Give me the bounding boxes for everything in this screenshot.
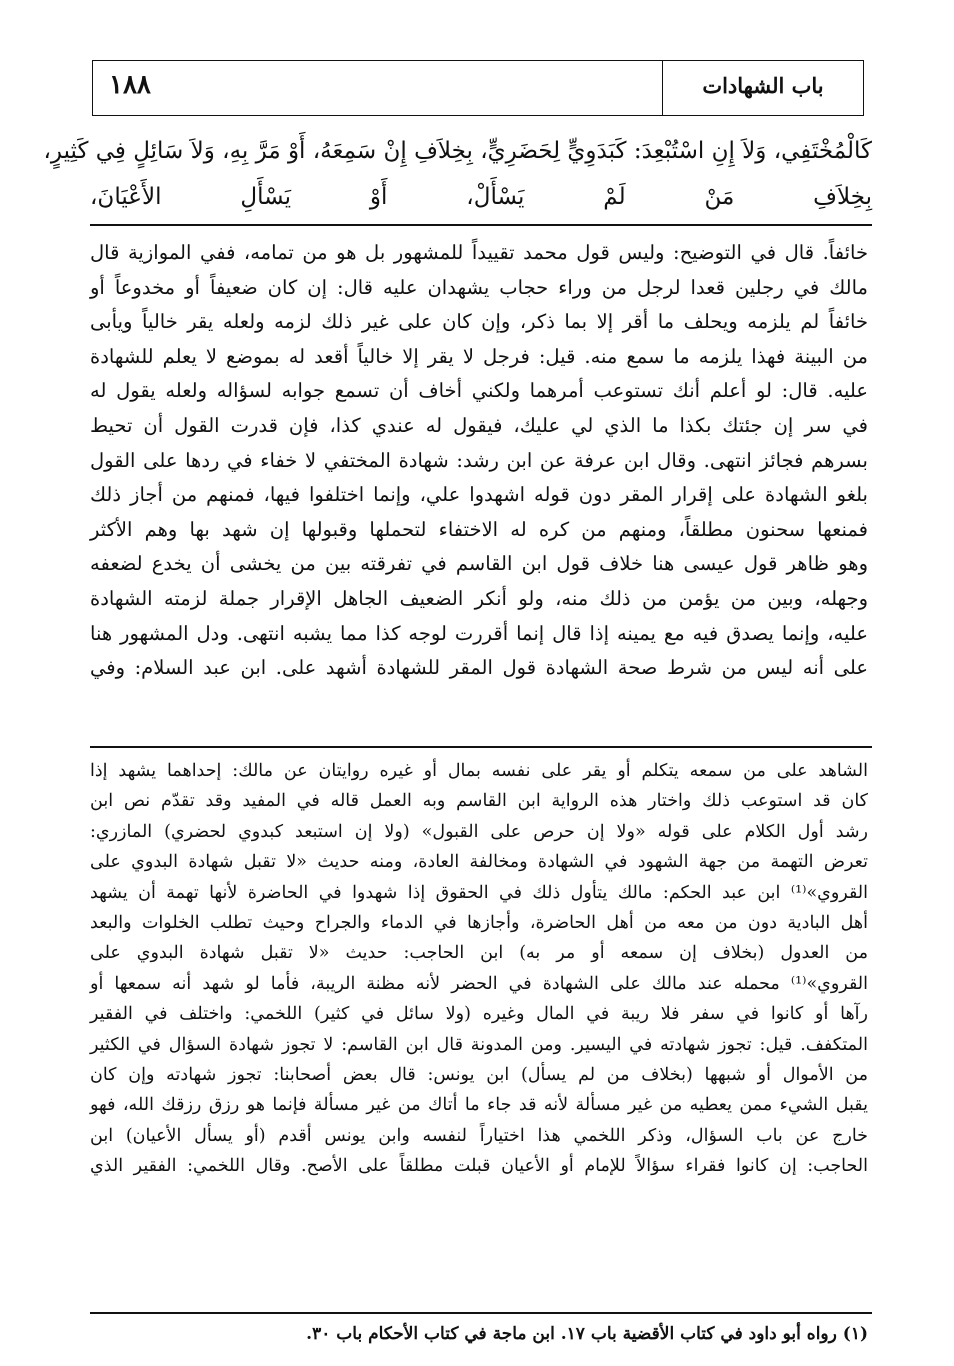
gloss-line: رشد أول الكلام على قوله «ولا إن حرص على القبول» (ولا إن استبعد كبدوي لحضري) المازري: xyxy=(90,821,868,842)
commentary-line: بسرهم فجائز انتهى. وقال ابن عرفة عن ابن رشد: شهادة المختفي لا خفاء في ردها على القول xyxy=(90,448,868,472)
gloss-line: يقبل الشيء ممن يعطيه من غير مسألة لأنه قد جاء ما أتاك من غير مسألة فإنما هو رزق رزقك الله، فهو xyxy=(90,1095,868,1116)
gloss-line: خارج عن باب السؤال، وذكر اللخمي هذا اختياراً لنفسه وابن يونس أقدم (أو يسأل الأعيان) ابن xyxy=(90,1125,868,1146)
gloss-line: من العدول (بخلاف إن سمعه أو مر به) ابن الحاجب: حديث «لا تقبل شهادة البدوي على xyxy=(90,943,868,964)
commentary-line: على أنه ليس من شرط صحة الشهادة قول المقر للشهادة أشهد على. ابن عبد السلام: وفي xyxy=(90,656,868,680)
header-divider xyxy=(662,61,664,115)
matn-text xyxy=(43,128,872,220)
gloss-line: الشاهد على من سمعه يتكلم أو يقر على نفسه بمال أو غيره روايتان عن مالك: إحداهما يشهد إذا xyxy=(90,761,868,781)
commentary-line: عليه. قال: لو أعلم أنك تستوعب أمرهما ولكني أخاف أن تسمع جوابه لسؤاله ولعله يقول له xyxy=(90,379,868,403)
footnote xyxy=(230,1322,868,1346)
matn-line: بِخِلاَفِ مَنْ لَمْ يَسْأَلْ، أَوْ يَسْأَلِ الأَعْيَانَ، xyxy=(90,184,872,210)
matn-line: كَالْمُخْتَفِي، وَلاَ إِنِ اسْتُبْعِدَ: كَبَدَوِيٍّ لِحَضَرِيٍّ، بِخِلاَفِ إِنْ سَمِعَهُ، أَوْ مَرَّ بِهِ، وَلاَ سَائِلٍ فِي كَثِيرٍ، xyxy=(43,138,872,164)
gloss-line: القروي»⁽¹⁾ ابن عبد الحكم: مالك يتأول ذلك في الحقوق إذا شهدوا في الحاضرة لأنها تهمة أن يشهد xyxy=(90,882,868,903)
commentary-separator xyxy=(90,746,872,748)
footnote-text: (١) رواه أبو داود في كتاب الأقضية باب ١٧. ابن ماجة في كتاب الأحكام باب ٣٠. xyxy=(306,1324,868,1344)
commentary-line: خائفاً. قال في التوضيح: وليس قول محمد تقييداً للمشهور بل هو من تمامه، ففي الموازية قال xyxy=(90,241,868,264)
footnote-separator xyxy=(90,1312,872,1314)
commentary-text xyxy=(90,236,868,686)
commentary-line: بلغو الشهادة على إقرار المقر دون قوله اشهدوا علي، وإنما اختلفوا فيها، فمنهم من أجاز ذلك xyxy=(90,483,868,507)
commentary-line: خائفاً لم يلزمه ويحلف ما أقر إلا بما ذكر، وإن كان على غير ذلك لزمه ولعله يقر خالياً ويأبى xyxy=(90,310,868,334)
gloss-line: كان قد استوعب ذلك واختار هذه الرواية ابن القاسم وبه العمل قاله في المفيد وقد تقدّم نص ابن xyxy=(90,791,868,812)
gloss-line: تعرض التهمة من جهة الشهود في الشهادة ومخالفة العادة، ومنه حديث «لا تقبل شهادة البدوي على xyxy=(90,852,868,873)
commentary-line: مالك في رجلين قعدا لرجل من وراء حجاب يشهدان عليه قال: إن كان ضعيفاً أو مخدوعاً أو xyxy=(90,275,868,299)
chapter-title: باب الشهادات xyxy=(702,73,824,98)
page-header xyxy=(92,60,864,116)
gloss-line: المتكفف. قيل: تجوز شهادته في اليسير. ومن المدونة قال ابن القاسم: لا تجوز شهادة السؤال في الكثير xyxy=(90,1034,868,1055)
commentary-line: عليه، وإنما يصدق فيه مع يمينه إذا قال إنما أقررت لوجه كذا مما يشبه انتهى. ودل المشهور هنا xyxy=(90,621,868,645)
commentary-line: وجهله، وبين من يؤمن من ذلك منه، ولو أنكر الضعيف الجاهل الإقرار جملة لزمته الشهادة xyxy=(90,586,868,610)
gloss-text xyxy=(90,756,868,1182)
commentary-line: فمنعها سحنون مطلقاً، ومنهم من كره له الاختفاء لتحملها وقبولها إن شهد بها وهم الأكثر xyxy=(90,517,868,541)
commentary-line: من البينة فهذا يلزمه ما سمع منه. قيل: فرجل لا يقر إلا خالياً أقعد له بموضع لا يعلم للشهادة xyxy=(90,344,868,368)
gloss-line: رآها أو كانوا في سفر فلا ريبة في المال وغيره (ولا سائل في كثير) اللخمي: واختلف في الفقير xyxy=(90,1004,868,1025)
gloss-line: من الأموال أو شبهها (بخلاف من لم يسأل) ابن يونس: قال بعض أصحابنا: تجوز شهادته وإن كان xyxy=(90,1065,868,1086)
commentary-line: وهو ظاهر قول عيسى هنا خلاف قول ابن القاسم في تفرقته بين من يخشى أن يخدع لضعفه xyxy=(90,552,868,576)
gloss-line: القروي»⁽¹⁾ محمله عند مالك على الشهادة في الحضر لأنه مظنة الريبة، فأما لو شهد أنه سمعها أو xyxy=(90,973,868,994)
page-number: ١٨٨ xyxy=(109,70,151,100)
matn-separator xyxy=(90,224,872,226)
gloss-line: أهل البادية دون من معه من أهل الحاضرة، وأجازها في الدماء والجراح وحيث تطلب الخلوات والبعد xyxy=(90,913,868,934)
gloss-line: الحاجب: إن كانوا فقراء سؤالاً للإمام أو الأعيان قبلت مطلقاً على الأصح. وقال اللخمي: الفقير الذي xyxy=(90,1156,868,1177)
commentary-line: في سر إن جئتك بكذا ما الذي لي عليك، فيقول له عندي كذا، فإن قدرت القول أن تحيط xyxy=(90,413,869,437)
